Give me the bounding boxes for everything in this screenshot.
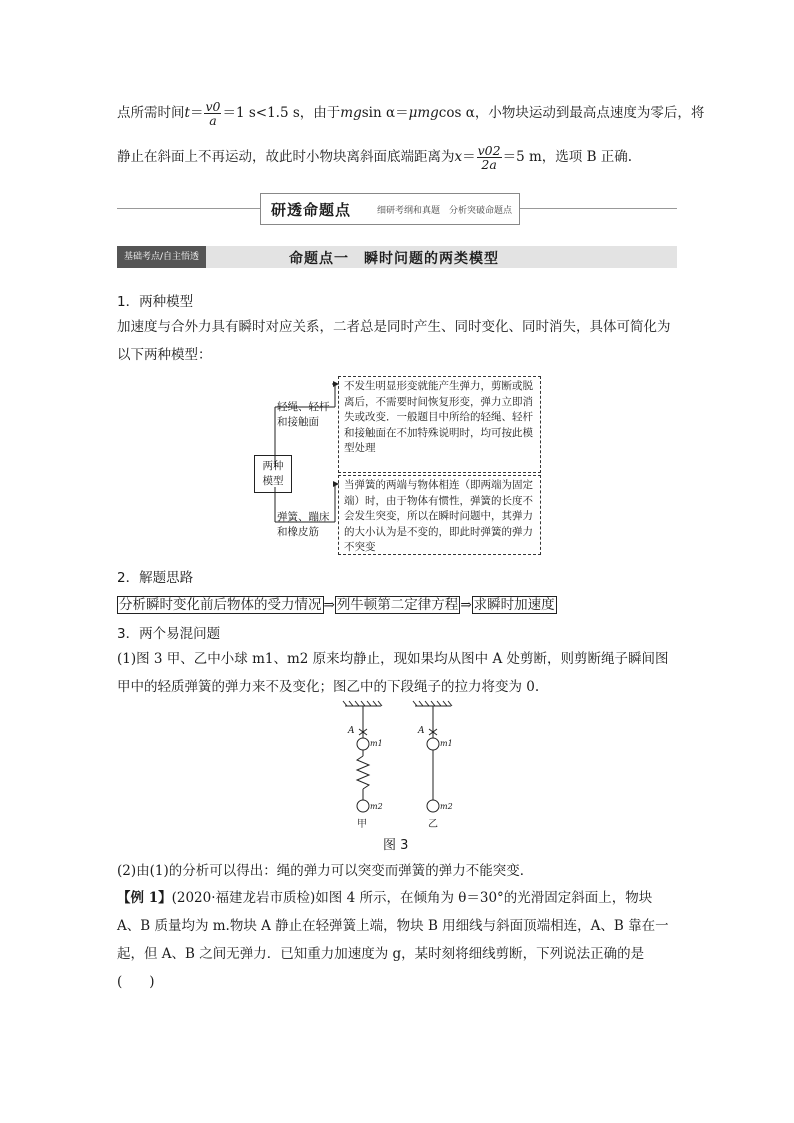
confusion-1: (1)图 3 甲、乙中小球 m1、m2 原来均静止，现如果均从图中 A 处剪断，则剪断绳子瞬间图甲中的轻质弹簧的弹力来不及变化；图乙中的下段绳子的拉力将变为 0. (117, 651, 669, 695)
solution-line-1: 点所需时间t＝ $\frac{v0}{a}$ ＝1 s<1.5 s，由于mgsin α＝μmgcos α，小物块运动到最高点速度为零后，将 (117, 99, 705, 128)
figure-3-caption: 图 3 (383, 838, 409, 853)
example-label: 【例 1】 (117, 890, 172, 906)
fig-label-m1-left: m1 (370, 739, 383, 748)
fraction-v0-over-a: $\frac{v0}{a}$ (205, 99, 221, 128)
heading-confusions: 3．两个易混问题 (117, 626, 221, 642)
figure-3-drawing (335, 700, 475, 830)
flow-step-forces: 分析瞬时变化前后物体的受力情况 (119, 597, 322, 613)
fig-label-m1-right: m1 (440, 739, 453, 748)
example-1 (117, 884, 677, 996)
heading-approach: 2．解题思路 (117, 570, 194, 586)
topic-title: 命题点一 瞬时问题的两类模型 (289, 251, 499, 267)
topic-tag: 基础考点/自主悟透 (117, 246, 206, 268)
branch-spring-label: 弹簧、蹦床和橡皮筋 (277, 511, 330, 538)
model-root-node: 两种模型 (254, 455, 292, 493)
flow-arrow-icon: ⇒ (323, 597, 335, 613)
rope-model-description: 不发生明显形变就能产生弹力，剪断或脱离后，不需要时间恢复形变，弹力立即消失或改变．一般题目中所给的轻绳、轻杆和接触面在不加特殊说明时，均可按此模型处理 (338, 376, 541, 473)
section-title: 研透命题点 (271, 201, 352, 219)
branch-rope-label: 轻绳、轻杆和接触面 (277, 401, 330, 428)
fig-label-yi: 乙 (428, 819, 438, 830)
fraction-v0sq-over-2a: $\frac{v02}{2a}$ (477, 143, 501, 172)
fig-label-m2-left: m2 (370, 802, 383, 811)
topic-banner (117, 246, 677, 268)
flow-step-equation: 列牛顿第二定律方程 (336, 597, 459, 613)
example-text: (2020·福建龙岩市质检)如图 4 所示，在倾角为 θ＝30°的光滑固定斜面上，物块 A、B 质量均为 m.物块 A 静止在轻弹簧上端，物块 B 用细线与斜面顶端相连，A、B 靠在一起，但 A、B 之间无弹力．已知重力加速度为 g，某时刻将细线剪断，下列说法正确的是( ) (117, 890, 669, 990)
intro-paragraph: 加速度与合外力具有瞬时对应关系，二者总是同时产生、同时变化、同时消失，具体可简化为以下两种模型： (117, 319, 671, 363)
solution-line-2: 静止在斜面上不再运动，故此时小物块离斜面底端距离为x＝ $\frac{v02}{2a}$ ＝5 m，选项 B 正确. (117, 143, 633, 172)
section-subtitle: 细研考纲和真题 分析突破命题点 (377, 206, 513, 216)
fig-label-jia: 甲 (357, 819, 367, 830)
section-rule-left (117, 208, 260, 209)
section-rule-right (518, 208, 677, 209)
section-header (260, 193, 520, 225)
fig-label-A-right: A (418, 726, 425, 736)
fig-label-A-left: A (348, 726, 355, 736)
heading-models: 1．两种模型 (117, 294, 194, 310)
solution-flow (117, 593, 557, 613)
flow-step-acceleration: 求瞬时加速度 (473, 597, 555, 613)
fig-label-m2-right: m2 (440, 802, 453, 811)
spring-model-description: 当弹簧的两端与物体相连（即两端为固定端）时，由于物体有惯性，弹簧的长度不会发生突变，所以在瞬时问题中，其弹力的大小认为是不变的，即此时弹簧的弹力不突变 (338, 475, 541, 555)
flow-arrow-icon: ⇒ (460, 597, 472, 613)
confusion-2: (2)由(1)的分析可以得出：绳的弹力可以突变而弹簧的弹力不能突变． (117, 863, 534, 879)
